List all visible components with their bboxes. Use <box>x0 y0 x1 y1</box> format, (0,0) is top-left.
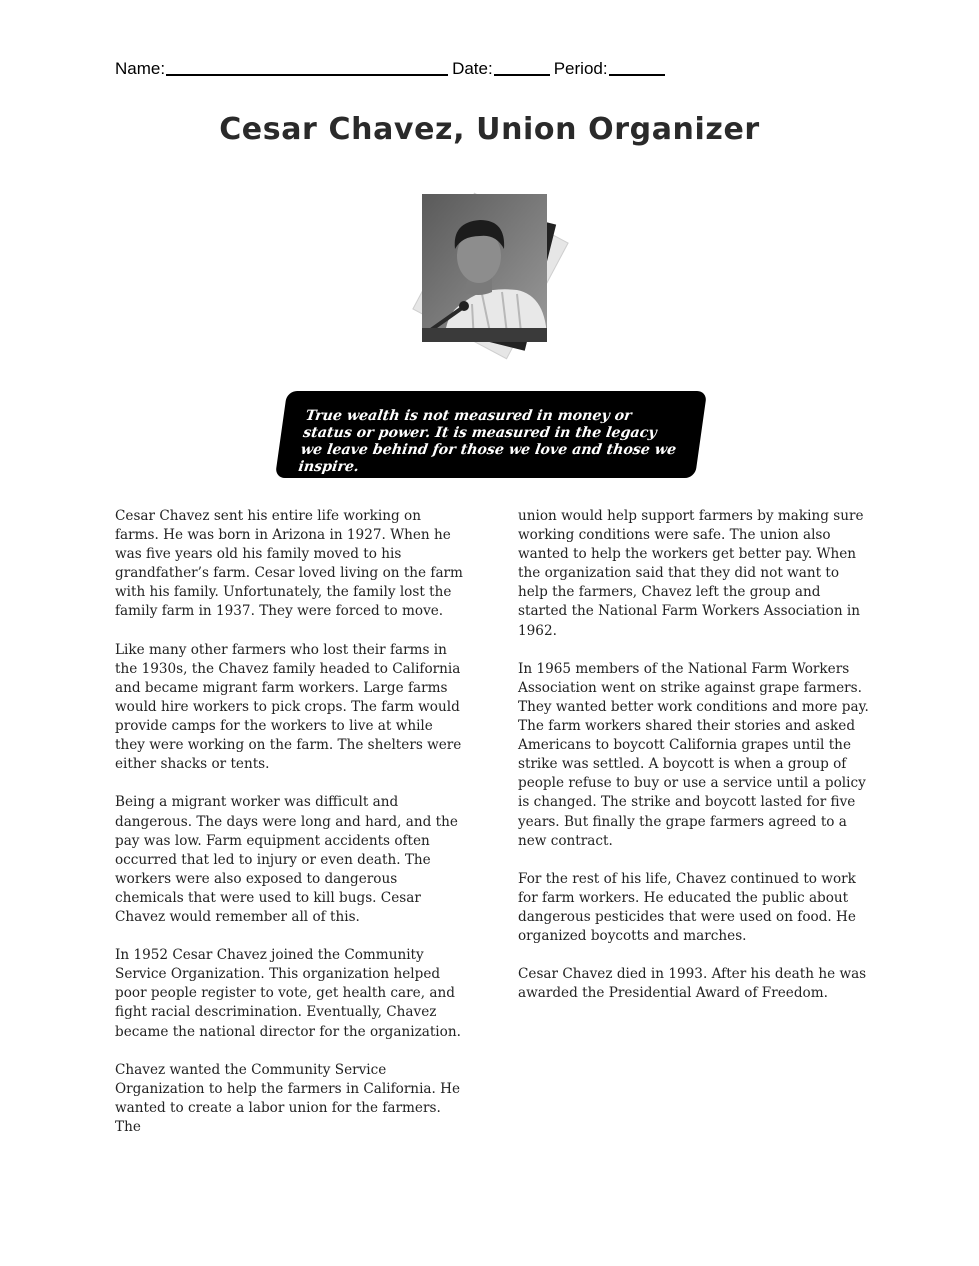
paragraph: union would help support farmers by making sure working conditions were safe. The union also wanted to help the workers get better pay. When the organization said that they did not want to help the farmers, Chavez left the group and started the National Farm Workers Association in 1962. <box>518 508 864 639</box>
paragraph: In 1952 Cesar Chavez joined the Community Service Organization. This organization helped poor people register to vote, get health care, and fight racial descrimination. Eventually, Chavez became the national director for the organization. <box>115 947 461 1040</box>
cesar-chavez-photo <box>422 194 547 342</box>
period-label: Period: <box>553 59 608 78</box>
name-label: Name: <box>115 59 166 78</box>
date-blank[interactable] <box>494 58 550 76</box>
paragraph: In 1965 members of the National Farm Workers Association went on strike against grape farmers. They wanted better work conditions and more pay. The farm workers shared their stories and asked Americans to boycott California grapes until the strike was settled. A boycott is when a group of people refuse to buy or use a service until a policy is changed. The strike and boycott lasted for five years. But finally the grape farmers agreed to a new contract. <box>518 660 869 849</box>
portrait-frame <box>395 170 580 370</box>
right-column <box>518 507 870 1023</box>
quote-box: True wealth is not measured in money or status or power. It is measured in the legacy we leave behind for those we love and those we inspire. <box>275 391 707 478</box>
student-info-header <box>115 58 669 79</box>
paragraph: For the rest of his life, Chavez continued to work for farm workers. He educated the public about dangerous pesticides that were used on food. He organized boycotts and marches. <box>518 870 856 945</box>
paragraph: Being a migrant worker was difficult and dangerous. The days were long and hard, and the pay was low. Farm equipment accidents often occurred that led to injury or even death. The workers were also exposed to dangerous chemicals that were used to kill bugs. Cesar Chavez would remember all of this. <box>115 794 458 925</box>
paragraph: Cesar Chavez sent his entire life working on farms. He was born in Arizona in 1927. When he was five years old his family moved to his grandfather’s farm. Cesar loved living on the farm with his family. Unfortunately, the family lost the family farm in 1937. They were forced to move. <box>115 508 463 620</box>
period-blank[interactable] <box>609 58 665 76</box>
left-column <box>115 507 467 1156</box>
paragraph: Cesar Chavez died in 1993. After his death he was awarded the Presidential Award of Freedom. <box>518 966 867 1002</box>
name-blank[interactable] <box>166 58 448 76</box>
paragraph: Chavez wanted the Community Service Organization to help the farmers in California. He wanted to create a labor union for the farmers. The <box>115 1061 461 1135</box>
portrait-illustration <box>422 194 547 342</box>
date-label: Date: <box>452 59 493 78</box>
paragraph: Like many other farmers who lost their farms in the 1930s, the Chavez family headed to California and became migrant farm workers. Large farms would hire workers to pick crops. The farm would provide camps for the workers to live at while they were working on the farm. The shelters were either shacks or tents. <box>115 641 462 773</box>
page-title: Cesar Chavez, Union Organizer <box>219 112 760 147</box>
